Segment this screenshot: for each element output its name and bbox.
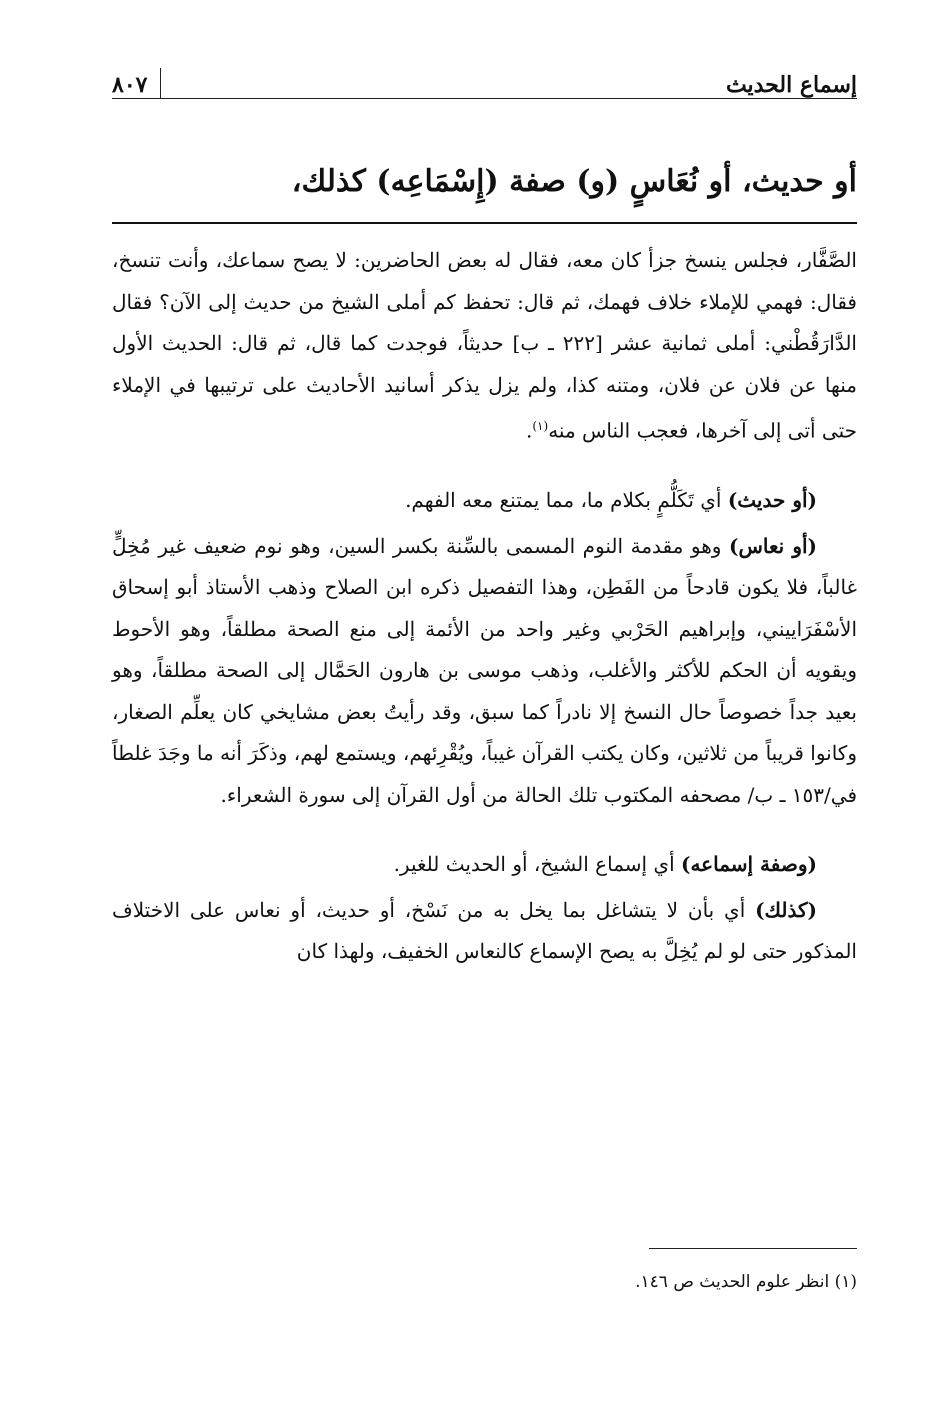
paragraph-sifat-ismaih [112, 844, 857, 886]
paragraph-hadith [112, 480, 857, 522]
paragraph-continuation [112, 240, 857, 452]
paragraph-nuas [112, 526, 857, 817]
running-title: إسماع الحديث [725, 72, 857, 98]
running-header [112, 58, 857, 98]
footnote-reference: (١) [532, 419, 549, 433]
matn-separator-rule [112, 222, 857, 224]
lemma-label: (أو حديث) [727, 488, 817, 513]
paragraph-text: أي تَكَلُّمٍ بكلام ما، مما يمتنع معه الفهم. [405, 488, 728, 513]
lemma-label: (أو نعاس) [729, 533, 818, 558]
footnote-marker: (١) [834, 1272, 857, 1292]
header-rule-tick [160, 68, 161, 98]
paragraph-text: أي إسماع الشيخ، أو الحديث للغير. [393, 852, 681, 877]
footnote-text: انظر علوم الحديث ص ١٤٦. [635, 1272, 835, 1292]
header-rule [112, 98, 857, 99]
paragraph-text: أي بأن لا يتشاغل بما يخل به من نَسْخ، أو حديث، أو نعاس على الاختلاف المذكور حتى لو لم يُخِلَّ به يصح الإسماع كالنعاس الخفيف، ولهذا كان [112, 897, 857, 964]
paragraph-end: . [526, 418, 533, 443]
lemma-label: (وصفة إسماعه) [681, 852, 817, 877]
paragraph-kadhalik [112, 890, 857, 973]
footnote [112, 1268, 857, 1296]
paragraph-text: الصَّفَّار، فجلس ينسخ جزأ كان معه، فقال له بعض الحاضرين: لا يصح سماعك، وأنت تنسخ، فقال: فهمي للإملاء خلاف فهمك، ثم قال: تحفظ كم أملى الشيخ من حديث إلى الآن؟ فقال الدَّارَقُطْني: أملى ثمانية عشر [٢٢٢ ـ ب] حديثاً، فوجدت كما قال، ثم قال: الحديث الأول منها عن فلان عن فلان، ومتنه كذا، ولم يزل يذكر أسانيد الأحاديث على ترتيبها في الإملاء حتى أتى إلى آخرها، فعجب الناس منه [112, 248, 857, 443]
footnote-rule [649, 1248, 857, 1249]
lemma-label: (كذلك) [755, 897, 817, 922]
page-number: ٨٠٧ [112, 72, 148, 98]
commentary-body [112, 240, 857, 973]
matn-text: أو حديث، أو نُعَاسٍ (و) صفة (إِسْمَاعِه) كذلك، [291, 164, 857, 199]
paragraph-text: وهو مقدمة النوم المسمى بالسِّنة بكسر السين، وهو نوم ضعيف غير مُخِلٍّ غالباً، فلا يكون قادحاً من الفَطِن، وهذا التفصيل ذكره ابن الصلاح وذهب الأستاذ أبو إسحاق الأسْفَرَاييني، وإبراهيم الحَرْبي وغير واحد من الأئمة إلى منع الصحة مطلقاً، وهو الأحوط ويقويه أن الحكم للأكثر والأغلب، وذهب موسى بن هارون الحَمَّال إلى الصحة مطلقاً، وهو بعيد جداً خصوصاً حال النسخ إلا نادراً كما سبق، وقد رأيتُ بعض مشايخي كان يعلِّم الصغار، وكانوا قريباً من ثلاثين، وكان يكتب القرآن غيباً، ويُقْرِئهم، ويستمع لهم، وذكَرَ أنه ما وجَدَ غلطاً في/١٥٣ ـ ب/ مصحفه المكتوب تلك الحالة من أول القرآن إلى سورة الشعراء. [112, 533, 857, 807]
